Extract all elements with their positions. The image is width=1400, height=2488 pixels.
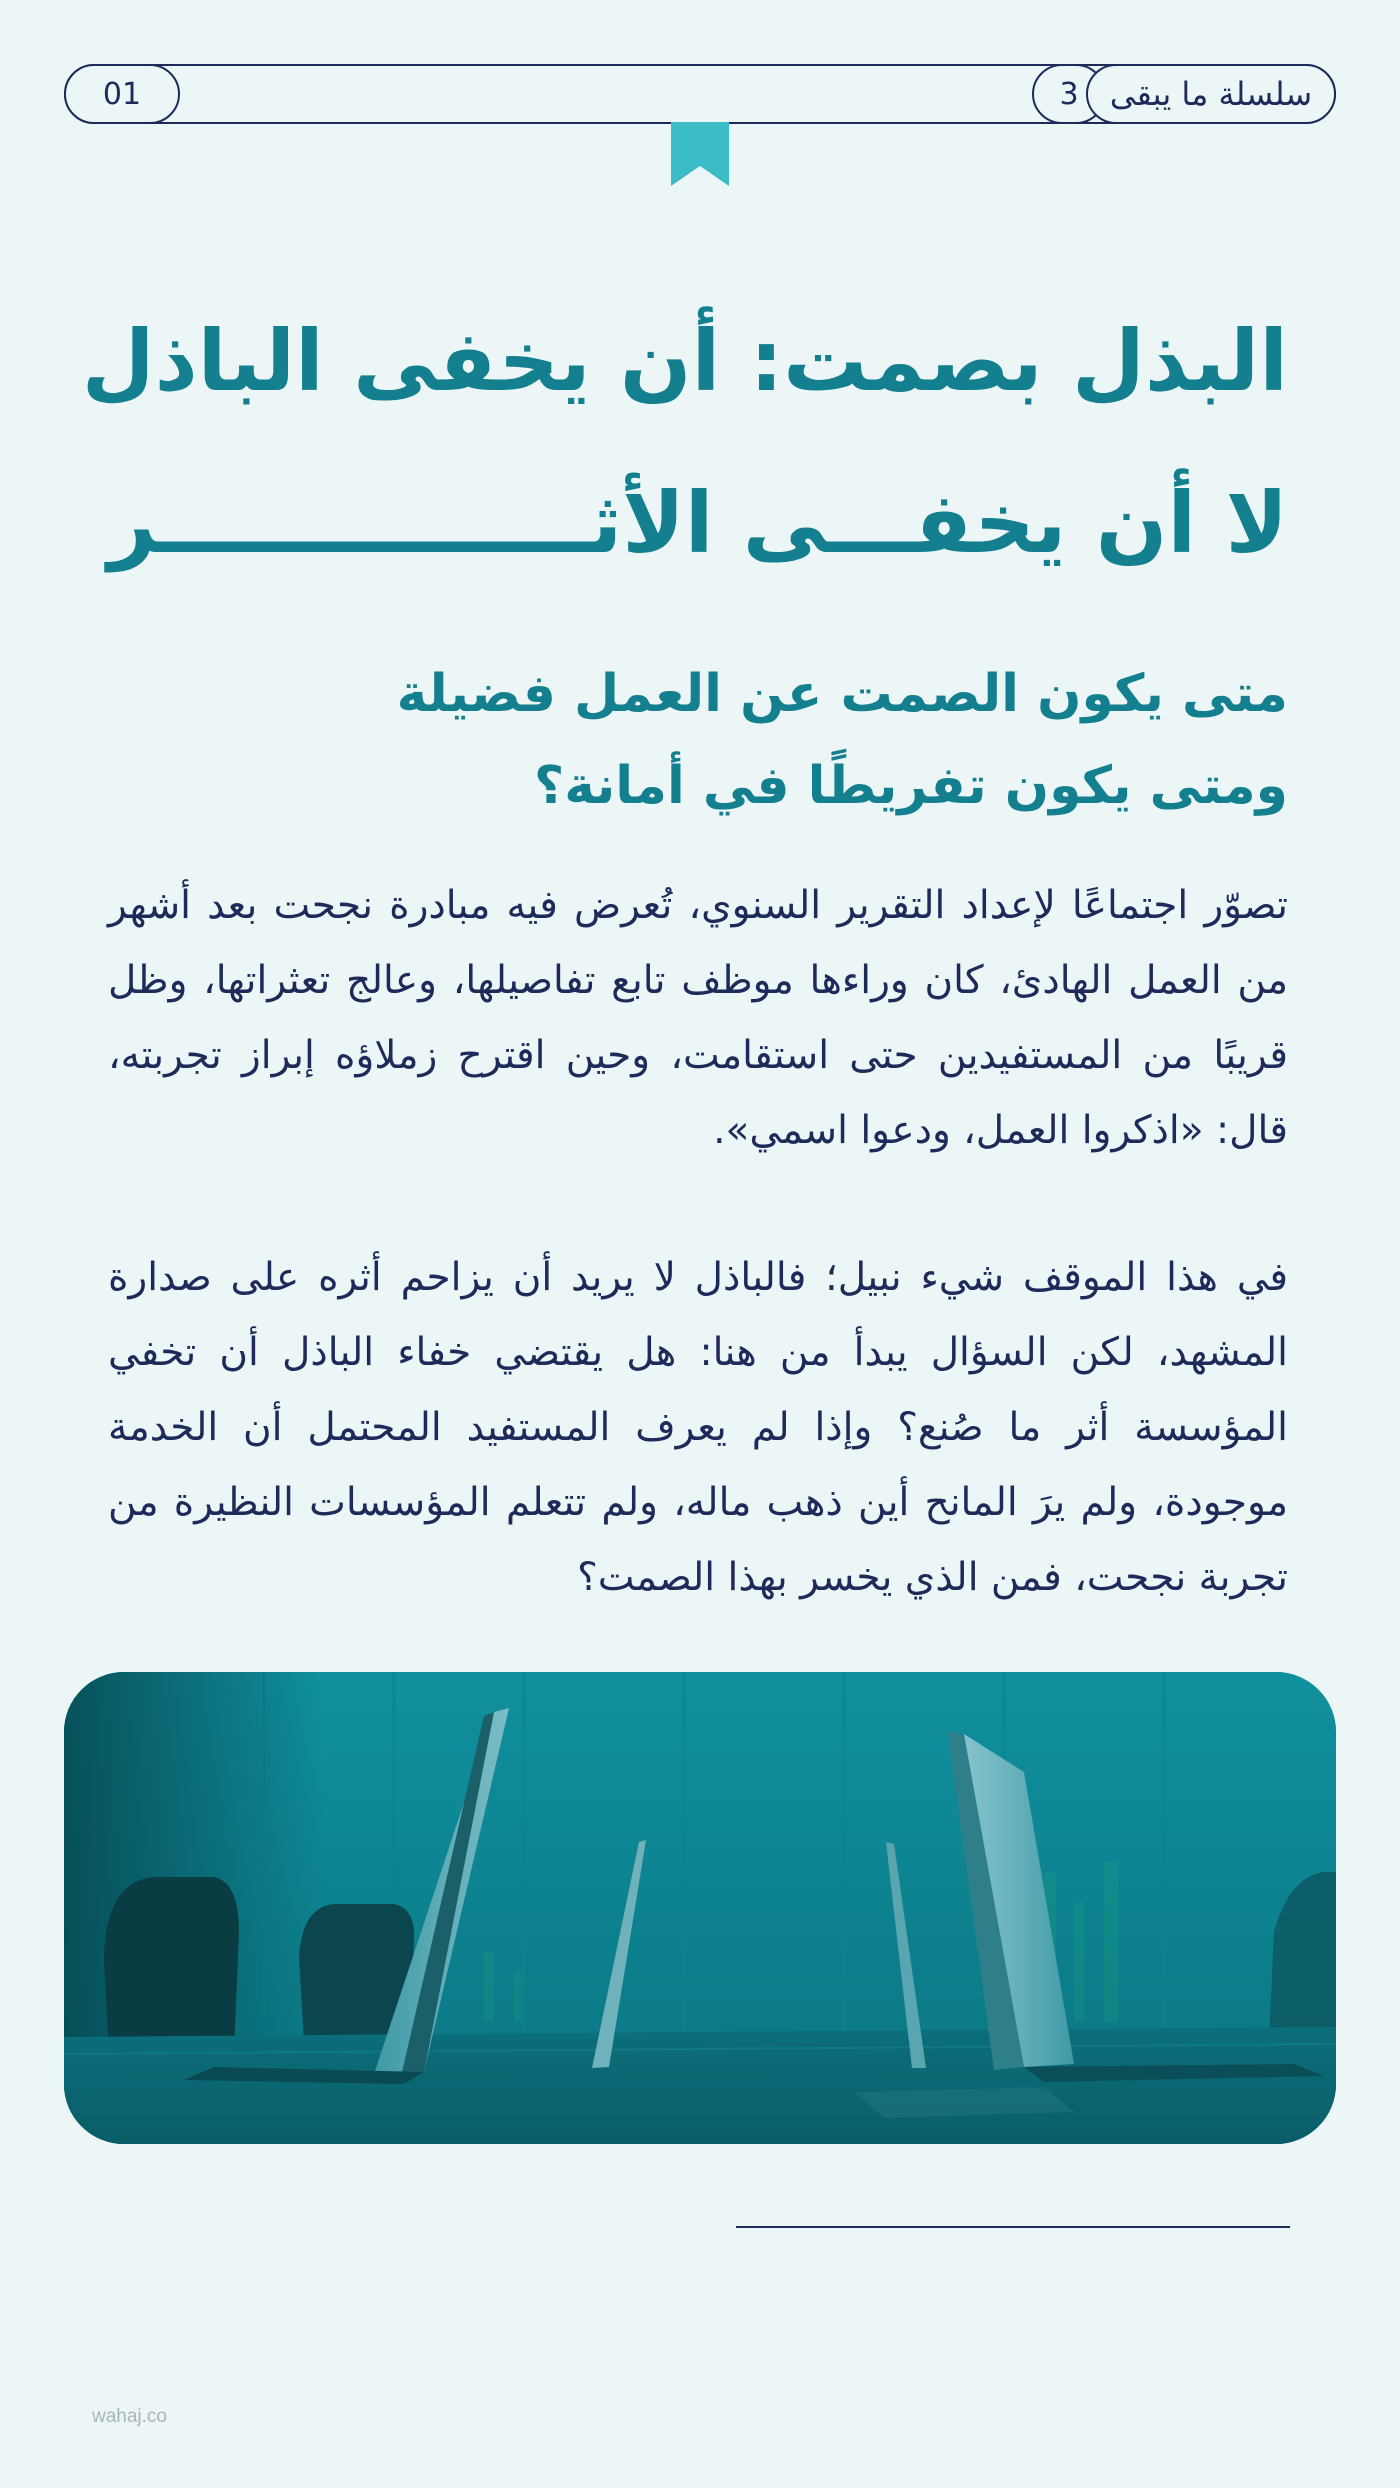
site-watermark: wahaj.co [92,2406,167,2427]
series-name: سلسلة ما يبقى [1109,75,1313,113]
page-number-badge [64,64,180,124]
series-badge [1086,64,1336,124]
article-subtitle [88,648,1288,832]
article-title [81,280,1288,604]
body-paragraph-1: تصوّر اجتماعًا لإعداد التقرير السنوي، تُعرض فيه مبادرة نجحت بعد أشهر من العمل الهادئ، كان وراءها موظف تابع تفاصيلها، وعالج تعثراتها، وظل قريبًا من المستفيدين حتى استقامت، وحين اقترح زملاؤه إبراز تجربته، قال: «اذكروا العمل، ودعوا اسمي». [108,883,1288,1153]
body-paragraph-2: في هذا الموقف شيء نبيل؛ فالباذل لا يريد أن يزاحم أثره على صدارة المشهد، لكن السؤال يبدأ من هنا: هل يقتضي خفاء الباذل أن تخفي المؤسسة أثر ما صُنع؟ وإذا لم يعرف المستفيد المحتمل أن الخدمة موجودة، ولم يرَ المانح أين ذهب ماله، ولم تتعلم المؤسسات النظيرة من تجربة نجحت، فمن الذي يخسر بهذا الصمت؟ [108,1255,1288,1600]
bookmark-icon [671,122,729,186]
title-line-2: لا أن يخفـــى الأثـــــــــــــــر [107,474,1288,572]
title-line-1: البذل بصمت: أن يخفى الباذل [81,312,1288,410]
divider-line [736,2226,1290,2228]
issue-number: 3 [1059,76,1079,112]
subtitle-line-2: ومتى يكون تفريطًا في أمانة؟ [534,756,1288,816]
page-number: 01 [102,76,142,112]
meeting-room-photo [64,1672,1336,2144]
subtitle-line-1: متى يكون الصمت عن العمل فضيلة [396,664,1288,724]
